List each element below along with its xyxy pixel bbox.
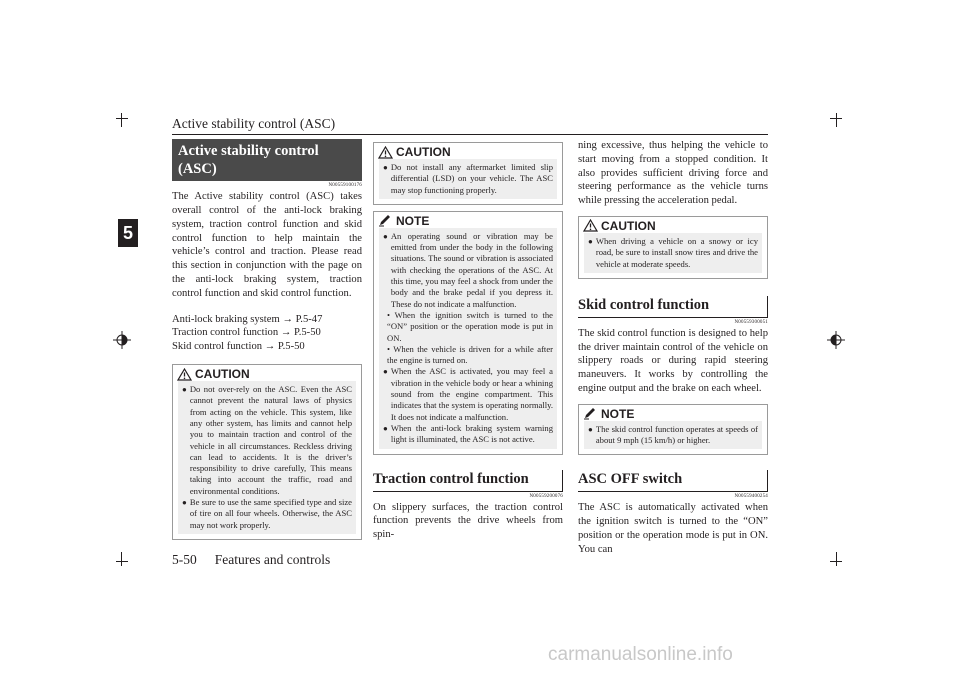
note-subitem: • When the ignition switch is turned to the “ON” position or the operation mode is put in ON. bbox=[387, 309, 553, 343]
column-3 bbox=[578, 139, 768, 557]
page-header-title: Active stability control (ASC) bbox=[172, 116, 336, 131]
section-code: N00559200076 bbox=[529, 493, 563, 499]
note-header bbox=[374, 212, 562, 228]
caution-item: ● Do not install any aftermarket limited slip differential (LSD) on your vehicle. The ASC may stop functioning properly. bbox=[383, 162, 553, 195]
caution-box bbox=[373, 142, 563, 205]
watermark: carmanualsonline.info bbox=[548, 644, 733, 665]
ref-abs[interactable]: Anti-lock braking system → P.5-47 bbox=[172, 313, 323, 325]
crop-mark bbox=[830, 118, 842, 119]
ref-traction[interactable]: Traction control function → P.5-50 bbox=[172, 327, 321, 339]
column-1 bbox=[172, 139, 362, 540]
section-heading-traction: Traction control function bbox=[373, 471, 563, 492]
note-body bbox=[584, 421, 762, 450]
caution-item: ● When driving a vehicle on a snowy or icy road, be sure to install snow tires and drive the vehicle at moderate speeds. bbox=[588, 235, 758, 269]
caution-header bbox=[579, 217, 767, 233]
crop-mark bbox=[121, 552, 122, 566]
note-subitem: • When the vehicle is driven for a while after the engine is turned on. bbox=[387, 343, 553, 366]
caution-body bbox=[178, 381, 356, 534]
crop-mark bbox=[830, 561, 842, 562]
note-item: ● The skid control function operates at speeds of about 9 mph (15 km/h) or higher. bbox=[588, 423, 758, 446]
footer-section: Features and controls bbox=[214, 552, 331, 567]
crop-mark bbox=[116, 118, 128, 119]
warning-triangle-icon bbox=[583, 219, 598, 232]
pencil-icon bbox=[378, 214, 393, 227]
skid-paragraph: The skid control function is designed to help the driver maintain control of the vehicle on slippery roads or during rapid steering maneuvers. It works by controlling the engine output and the brake on each wheel. bbox=[578, 327, 768, 395]
note-item: ● An operating sound or vibration may be emitted from under the body in the following situations. The sound or vibration is associated with checking the operations of the ASC. At this time, you may feel a shock from under the body and the brake pedal if you depress it. These do not indicate a malfunction. bbox=[383, 230, 553, 309]
traction-paragraph: On slippery surfaces, the traction control function prevents the drive wheels from spin- bbox=[373, 501, 563, 541]
caution-item: ● Do not over-rely on the ASC. Even the ASC cannot prevent the natural laws of physics from acting on the vehicle. This system, like any other system, has limits and cannot help you to maintain traction and control of the vehicle in all circumstances. Reckless driving can lead to accidents. It is the driver’s responsibility to drive carefully, This means taking into account the traffic, road and environmental conditions. bbox=[182, 384, 352, 496]
cross-references bbox=[172, 313, 362, 354]
caution-body bbox=[584, 233, 762, 273]
crop-mark bbox=[836, 113, 837, 127]
caution-label: CAUTION bbox=[396, 145, 451, 159]
column-2 bbox=[373, 142, 563, 542]
page-number: 5-50 bbox=[172, 552, 197, 567]
crop-mark bbox=[836, 552, 837, 566]
asc-off-paragraph: The ASC is automatically activated when the ignition switch is turned to the “ON” position or the operation mode is put in ON. You can bbox=[578, 502, 768, 555]
caution-header bbox=[173, 365, 361, 381]
note-header bbox=[579, 405, 767, 421]
note-box bbox=[578, 404, 768, 456]
caution-body bbox=[379, 159, 557, 199]
warning-triangle-icon bbox=[177, 368, 192, 381]
registration-mark-icon bbox=[113, 331, 131, 349]
section-code: N00559100176 bbox=[328, 183, 362, 189]
caution-box bbox=[172, 364, 362, 540]
section-code: N00559400254 bbox=[734, 494, 768, 500]
note-item: ● When the anti-lock braking system warning light is illuminated, the ASC is not active. bbox=[383, 422, 553, 445]
page-footer bbox=[172, 552, 348, 568]
note-label: NOTE bbox=[396, 213, 430, 228]
caution-label: CAUTION bbox=[601, 218, 656, 233]
note-box bbox=[373, 211, 563, 455]
chapter-tab: 5 bbox=[118, 219, 138, 247]
pencil-icon bbox=[583, 407, 598, 420]
intro-paragraph: The Active stability control (ASC) takes overall control of the anti-lock braking system, traction control function and skid control function to help maintain the vehicle’s control and traction. Please read this section in conjunction with the page on the anti-lock braking system, traction control function and skid control function. bbox=[172, 191, 362, 299]
crop-mark bbox=[116, 561, 128, 562]
caution-label: CAUTION bbox=[195, 367, 250, 382]
note-item: ● When the ASC is activated, you may feel a vibration in the vehicle body or hear a whining sound from the engine compartment. This indicates that the system is operating normally. It does not indicate a malfunction. bbox=[383, 366, 553, 422]
caution-item: ● Be sure to use the same specified type and size of tire on all four wheels. Otherwise, the ASC may not work properly. bbox=[182, 496, 352, 530]
crop-mark bbox=[121, 113, 122, 127]
note-label: NOTE bbox=[601, 406, 635, 421]
traction-continued-paragraph: ning excessive, thus helping the vehicle to start moving from a stopped condition. It also provides sufficient driving force and steering performance as the vehicle turns while pressing the acceleration pedal. bbox=[578, 140, 768, 207]
section-heading-asc: Active stability control (ASC) bbox=[172, 139, 362, 181]
registration-mark-icon bbox=[827, 331, 845, 349]
caution-header bbox=[374, 143, 562, 159]
caution-box bbox=[578, 216, 768, 279]
section-heading-skid: Skid control function bbox=[578, 297, 768, 318]
section-code: N00559300051 bbox=[734, 319, 768, 325]
section-heading-asc-off: ASC OFF switch bbox=[578, 471, 768, 492]
ref-skid[interactable]: Skid control function → P.5-50 bbox=[172, 341, 305, 353]
warning-triangle-icon bbox=[378, 146, 393, 159]
note-body bbox=[379, 228, 557, 449]
header-rule bbox=[172, 134, 768, 135]
